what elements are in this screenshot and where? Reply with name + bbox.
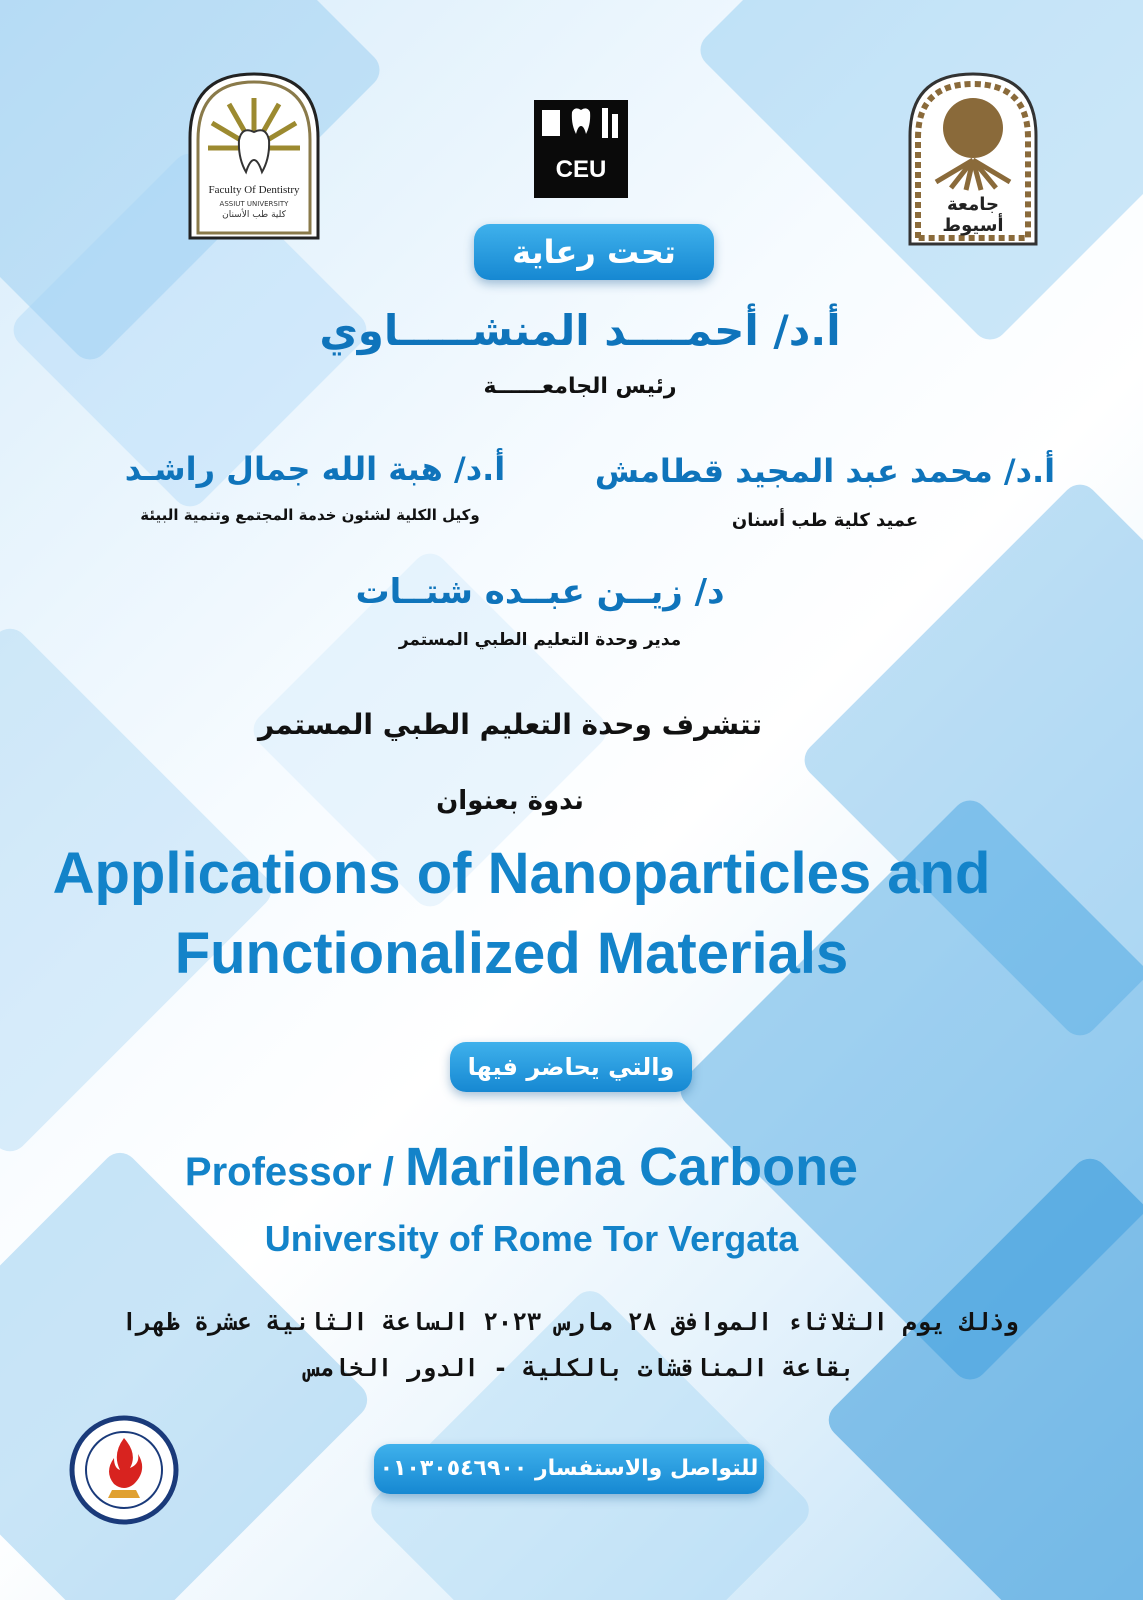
- assiut-university-logo: [906, 70, 1040, 246]
- dentistry-logo-line1: Faculty Of Dentistry: [208, 184, 300, 196]
- lecturer-badge: [450, 1042, 692, 1092]
- ceu-logo: [534, 100, 628, 198]
- dean-title: عميد كلية طب أسنان: [731, 510, 919, 531]
- assiut-logo-label: جامعة أسيوط: [942, 194, 1004, 236]
- designs-unit-emblem-icon: [68, 1414, 180, 1526]
- schedule-line1: وذلك يوم الثلاثاء الموافق ٢٨ مارس ٢٠٢٣ الساعة الثانية عشرة ظهرا: [122, 1308, 1018, 1336]
- president-title: رئيس الجامعــــــة: [483, 374, 677, 399]
- ceu-logo-label: CEU: [555, 156, 607, 183]
- unit-director-name: د/ زيــن عبــده شتــات: [355, 572, 725, 612]
- speaker-line: [0, 1136, 1093, 1198]
- dean-name: أ.د/ محمد عبد المجيد قطامش: [594, 452, 1056, 490]
- dentistry-logo: [184, 68, 324, 240]
- unit-director-title: مدير وحدة التعليم الطبي المستمر: [398, 630, 682, 650]
- speaker-prefix: Professor /: [184, 1150, 405, 1194]
- ceu-emblem-icon: [534, 100, 628, 160]
- seminar-title-line1: Applications of Nanoparticles and: [52, 841, 991, 906]
- patronage-label: تحت رعاية: [512, 233, 676, 271]
- vice-dean-title: وكيل الكلية لشئون خدمة المجتمع وتنمية البيئة: [140, 506, 480, 524]
- vice-dean-name: أ.د/ هبة الله جمال راشـد: [124, 450, 506, 488]
- dentistry-logo-line3: كلية طب الأسنان: [222, 210, 286, 220]
- contact-phone[interactable]: ٠١٠٣٠٥٤٦٩٠٠: [379, 1456, 528, 1481]
- contact-badge: [374, 1444, 764, 1494]
- intro-line1: تتشرف وحدة التعليم الطبي المستمر: [258, 708, 762, 741]
- designs-unit-logo: [68, 1414, 180, 1526]
- speaker-name: Marilena Carbone: [404, 1137, 859, 1197]
- lecturer-label: والتي يحاضر فيها: [467, 1053, 675, 1081]
- intro-line2: ندوة بعنوان: [436, 786, 584, 816]
- dentistry-logo-line2: ASSIUT UNIVERSITY: [219, 200, 289, 208]
- contact-label: للتواصل والاستفسار: [534, 1456, 759, 1481]
- patronage-badge: [474, 224, 714, 280]
- seminar-title-line2: Functionalized Materials: [174, 921, 849, 986]
- speaker-affiliation: University of Rome Tor Vergata: [264, 1218, 799, 1259]
- president-name: أ.د/ أحمــــد المنشـــــاوي: [319, 306, 841, 355]
- schedule-line2: بقاعة المناقشات بالكلية - الدور الخامس: [305, 1354, 855, 1382]
